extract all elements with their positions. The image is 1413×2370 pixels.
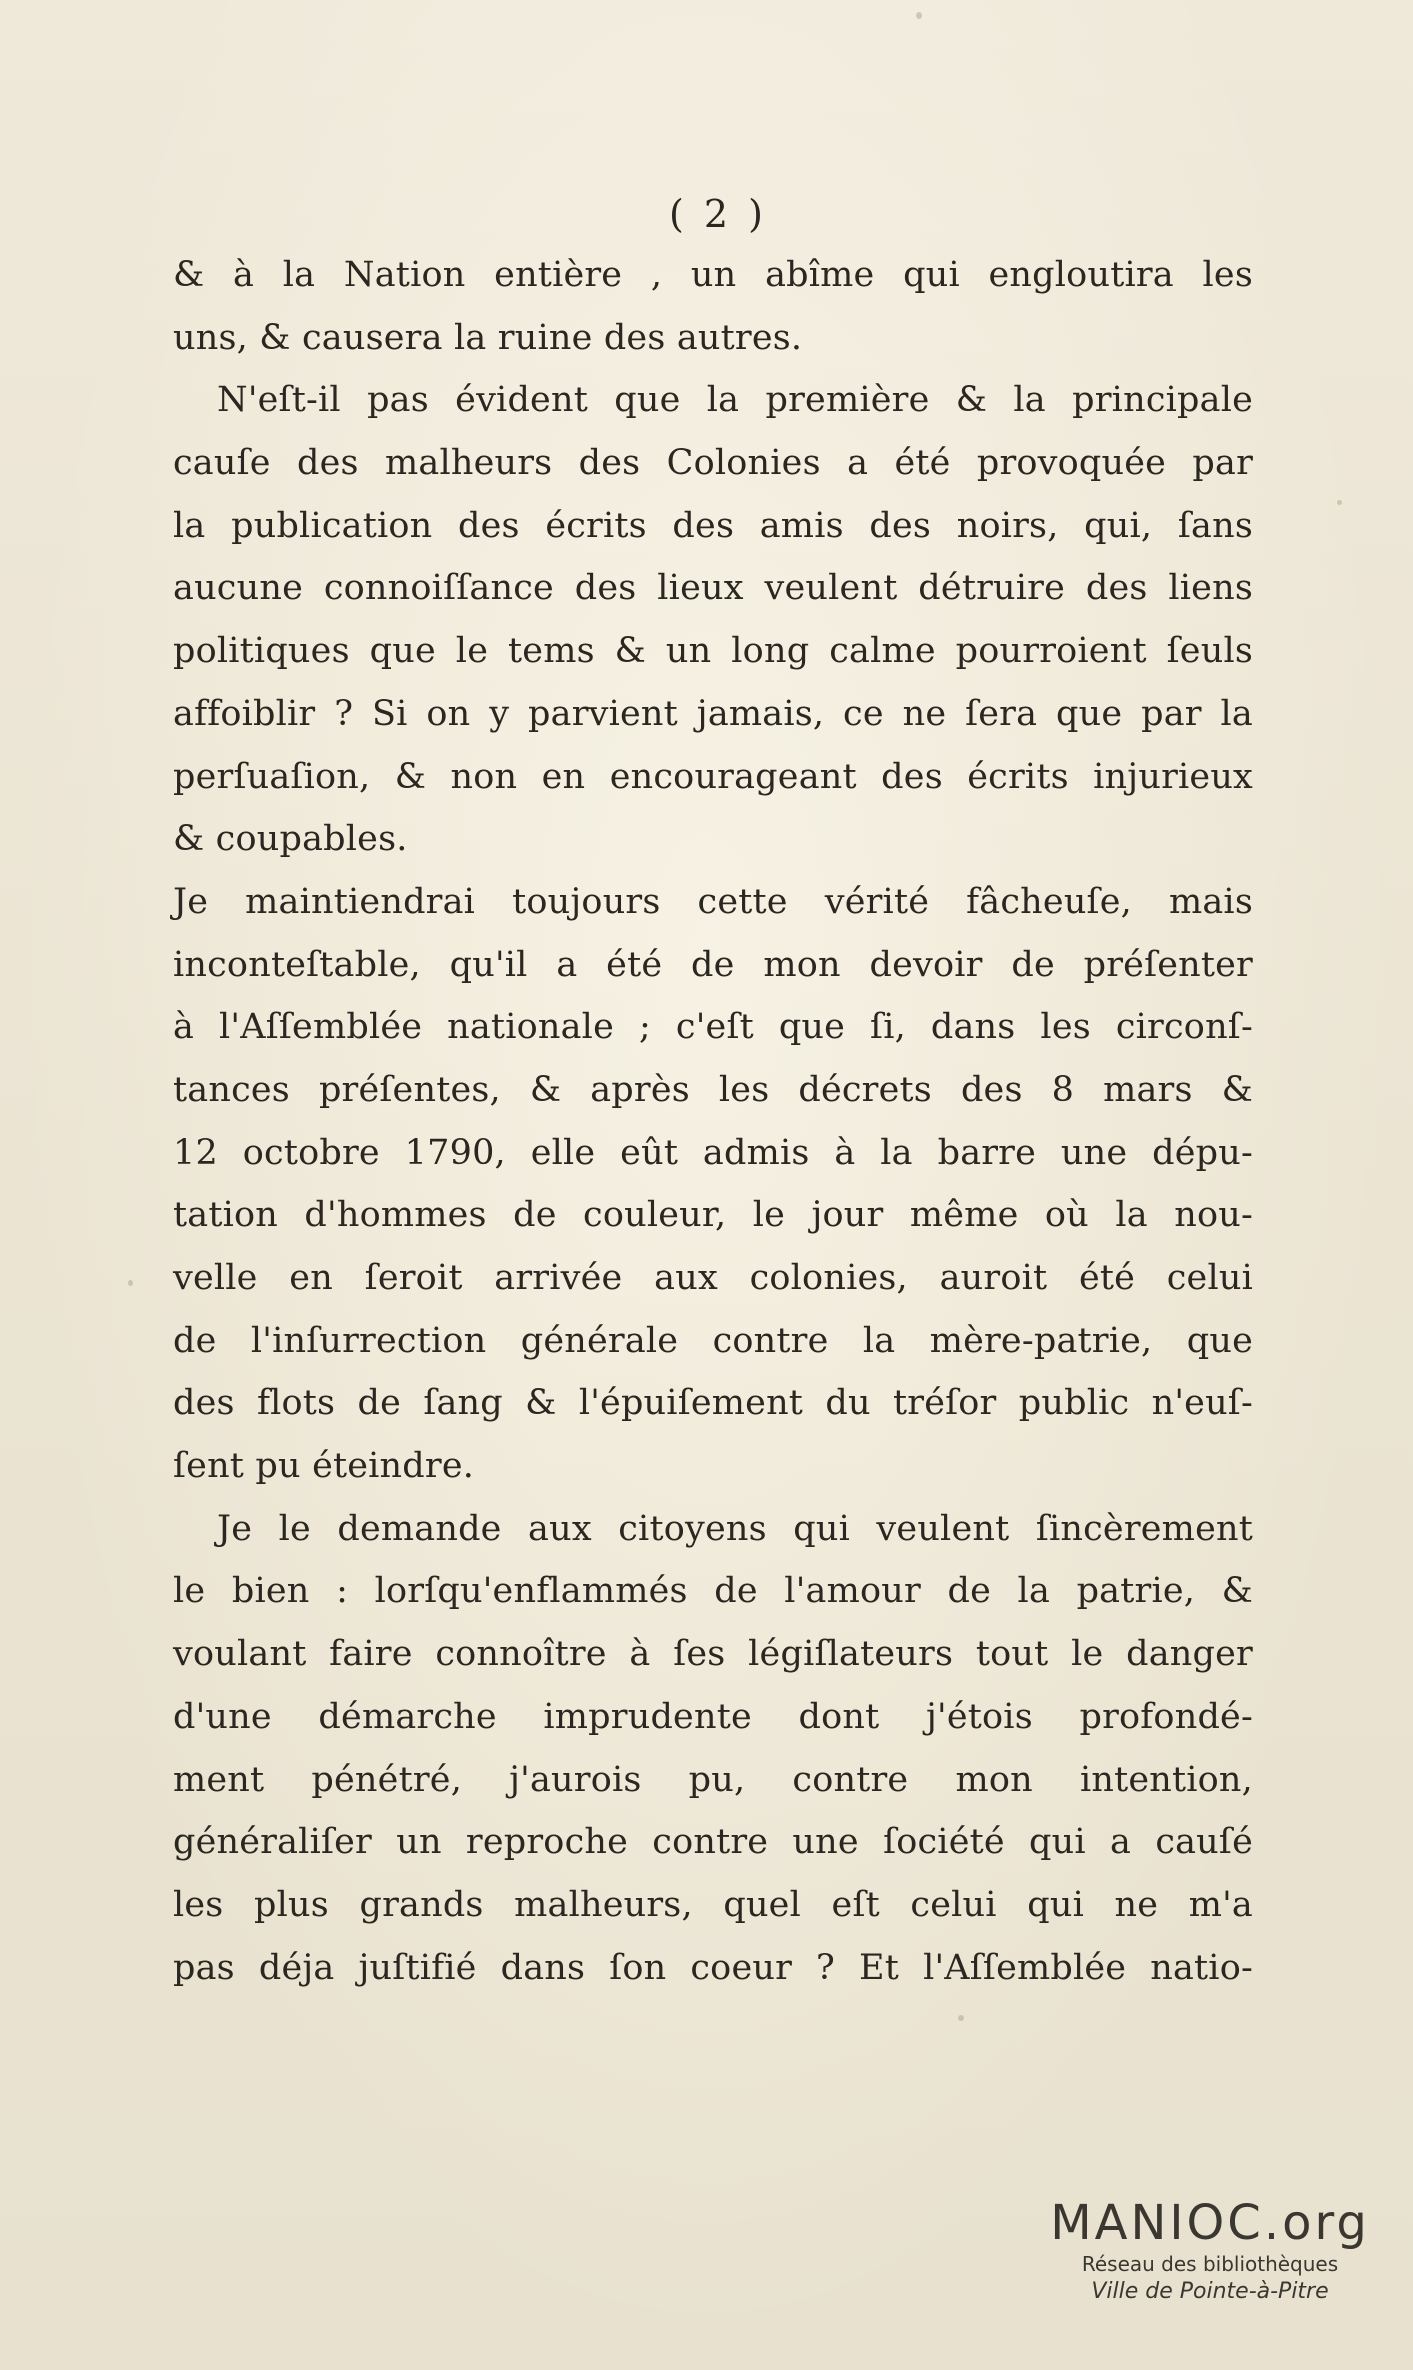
text-line: tances préſentes, & après les décrets des 8 mars &: [173, 1069, 1253, 1110]
text-line: à l'Aſſemblée nationale ; c'eſt que ſi, dans les circonſ-: [173, 1007, 1253, 1048]
text-line: affoiblir ? Si on y parvient jamais, ce ne ſera que par la: [173, 693, 1253, 734]
text-line: cauſe des malheurs des Colonies a été provoquée par: [173, 443, 1253, 484]
text-line: généraliſer un reproche contre une ſociété qui a cauſé: [173, 1822, 1253, 1863]
text-line: voulant faire connoître à ſes légiſlateurs tout le danger: [173, 1634, 1253, 1675]
text-line: tation d'hommes de couleur, le jour même où la nou-: [173, 1195, 1253, 1236]
library-caption: Ville de Pointe-à-Pitre: [1091, 2279, 1329, 2304]
text-line: velle en ſeroit arrivée aux colonies, auroit été celui: [173, 1258, 1253, 1298]
text-line: uns, & causera la ruine des autres.: [173, 317, 803, 358]
paper-spot: [1337, 500, 1342, 505]
text-line: d'une démarche imprudente dont j'étois profondé-: [173, 1696, 1253, 1737]
paper-spot: [128, 1280, 133, 1286]
text-block: [173, 186, 1253, 1999]
network-caption: Réseau des bibliothèques: [1081, 2252, 1339, 2276]
text-line: politiques que le tems & un long calme pourroient ſeuls: [173, 631, 1253, 672]
text-line: Je le demande aux citoyens qui veulent ſincèrement: [217, 1508, 1253, 1549]
paper-spot: [916, 12, 922, 19]
text-line: N'eſt-il pas évident que la première & la principale: [217, 380, 1253, 421]
text-line: ſent pu éteindre.: [173, 1446, 475, 1487]
text-line: & à la Nation entière , un abîme qui engloutira les: [173, 255, 1253, 295]
text-line: 12 octobre 1790, elle eût admis à la barre une dépu-: [173, 1132, 1253, 1173]
text-line: inconteſtable, qu'il a été de mon devoir de préſenter: [173, 944, 1253, 985]
paper-spot: [958, 2015, 964, 2021]
page-number: ( 2 ): [669, 192, 767, 236]
text-line: perſuaſion, & non en encourageant des écrits injurieux: [173, 756, 1253, 797]
manioc-logo: [1030, 2195, 1390, 2307]
text-line: ment pénétré, j'aurois pu, contre mon intention,: [173, 1759, 1253, 1800]
text-line: & coupables.: [173, 819, 408, 860]
text-line: les plus grands malheurs, quel eſt celui qui ne m'a: [173, 1884, 1253, 1925]
text-line: de l'inſurrection générale contre la mère-patrie, que: [173, 1320, 1253, 1361]
text-line: aucune connoiſſance des lieux veulent détruire des liens: [173, 568, 1253, 609]
text-line: le bien : lorſqu'enflammés de l'amour de la patrie, &: [173, 1571, 1253, 1612]
manioc-logo-text: MANIOC.org: [1050, 2195, 1370, 2251]
body-text: [173, 244, 1253, 1999]
text-line: des flots de ſang & l'épuiſement du tréſor public n'euſ-: [173, 1383, 1253, 1424]
text-line: Je maintiendrai toujours cette vérité fâcheuſe, mais: [173, 881, 1253, 922]
text-line: la publication des écrits des amis des noirs, qui, ſans: [173, 505, 1253, 546]
text-line: pas déja juſtifié dans ſon coeur ? Et l'Aſſemblée natio-: [173, 1947, 1253, 1988]
